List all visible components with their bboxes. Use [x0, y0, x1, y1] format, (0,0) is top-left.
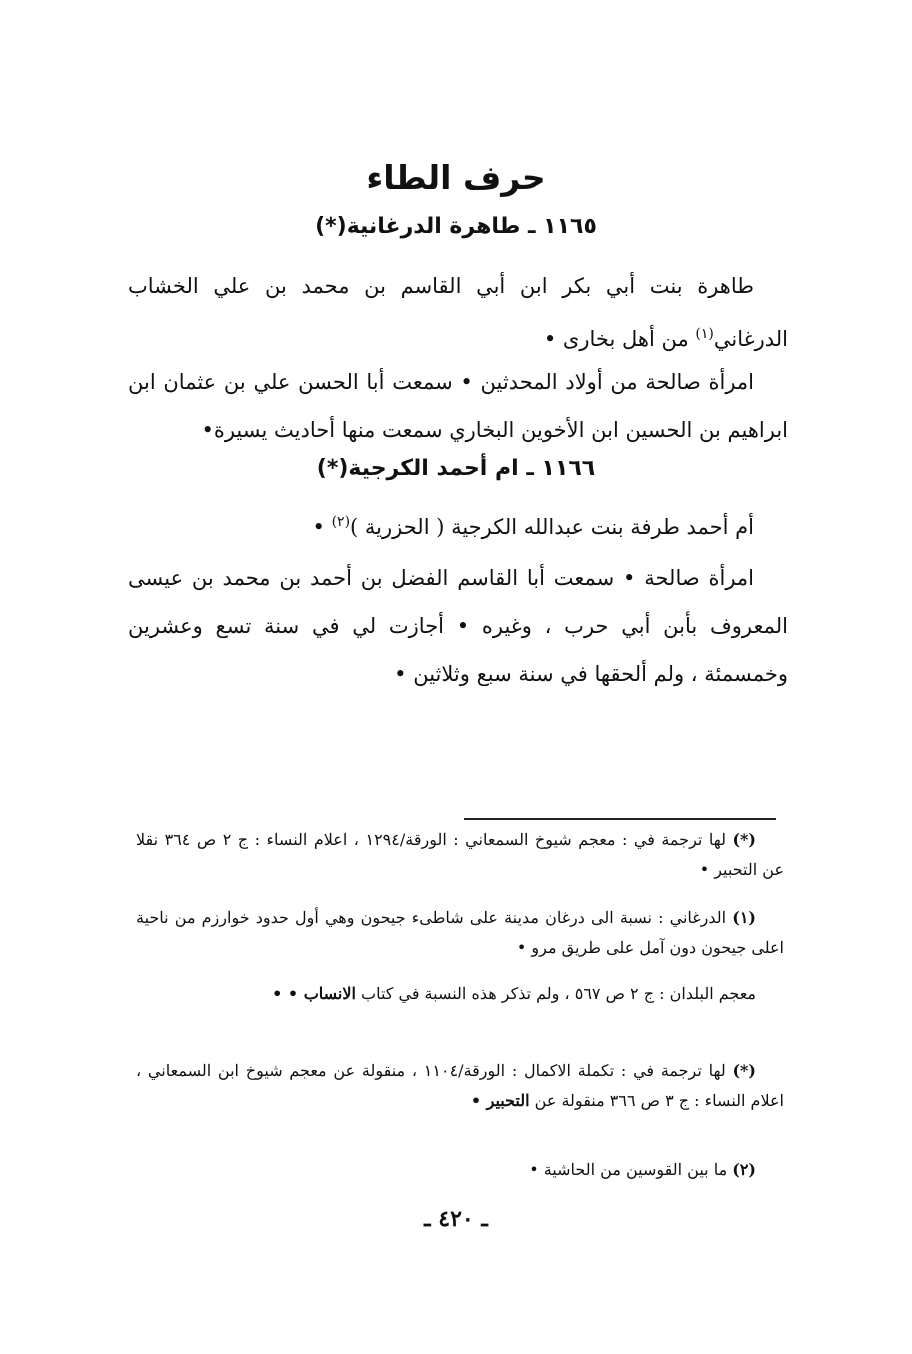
footnote-mark: (٢) — [732, 1160, 756, 1179]
footnote-text: لها ترجمة في : معجم شيوخ السمعاني : الورقة/١٢٩٤ ، اعلام النساء : ج ٢ ص ٣٦٤ نقلا عن التحبير • — [136, 830, 784, 879]
entry-paragraph: امرأة صالحة • سمعت أبا القاسم الفضل بن أحمد بن محمد بن عيسى المعروف بأبن أبي حرب ، وغيره • أجازت لي في سنة تسع وعشرين وخمسمئة ، ولم ألحقها في سنة سبع وثلاثين • — [128, 566, 788, 686]
footnote — [136, 825, 784, 885]
footnote-mark: (*) — [732, 830, 756, 849]
footnote — [136, 903, 784, 963]
footnote — [136, 1056, 784, 1116]
footnote-divider — [464, 818, 776, 820]
footnote-text: الدرغاني : نسبة الى درغان مدينة على شاطىء جيحون وهي أول حدود خوارزم من ناحية اعلى جيحون دون آمل على طريق مرو • — [136, 908, 784, 957]
footnote-text: ما بين القوسين من الحاشية • — [529, 1160, 728, 1179]
footnote-bold-text: الانساب • • — [272, 984, 356, 1003]
entry-title: ١١٦٦ ـ ام أحمد الكرجية(*) — [316, 456, 596, 481]
entry-paragraph — [128, 262, 788, 363]
entry-text: أم أحمد طرفة بنت عبدالله الكرجية ( الحزرية ) — [350, 515, 754, 539]
footnote-mark: (١) — [732, 908, 756, 927]
entry-paragraph: امرأة صالحة من أولاد المحدثين • سمعت أبا الحسن علي بن عثمان ابن ابراهيم بن الحسين ابن الأخوين البخاري سمعت منها أحاديث يسيرة• — [128, 370, 788, 442]
entry-title: ١١٦٥ ـ طاهرة الدرغانية(*) — [315, 214, 597, 239]
footnote-mark: (*) — [732, 1061, 756, 1080]
footnote-bold-text: التحبير • — [470, 1091, 530, 1110]
entry-text: • — [312, 515, 332, 539]
footnote — [136, 979, 784, 1009]
footnote-text: معجم البلدان : ج ٢ ص ٥٦٧ ، ولم تذكر هذه النسبة في كتاب — [355, 984, 756, 1003]
footnote-marker: (٢) — [331, 514, 351, 530]
entry-paragraph — [128, 498, 788, 551]
entry-text: طاهرة بنت أبي بكر ابن أبي القاسم بن محمد بن علي الخشاب الدرغاني — [128, 274, 788, 351]
chapter-title: حرف الطاء — [366, 158, 546, 197]
footnote-text: لها ترجمة في : تكملة الاكمال : الورقة/١١٠٤ ، منقولة عن معجم شيوخ ابن السمعاني ، اعلام النساء : ج ٣ ص ٣٦٦ منقولة عن — [136, 1061, 784, 1110]
footnote — [136, 1155, 784, 1185]
page-number: ـ ٤٢٠ ـ — [424, 1206, 488, 1232]
entry-text: من أهل بخارى • — [543, 327, 696, 351]
footnote-marker: (١) — [695, 326, 714, 342]
